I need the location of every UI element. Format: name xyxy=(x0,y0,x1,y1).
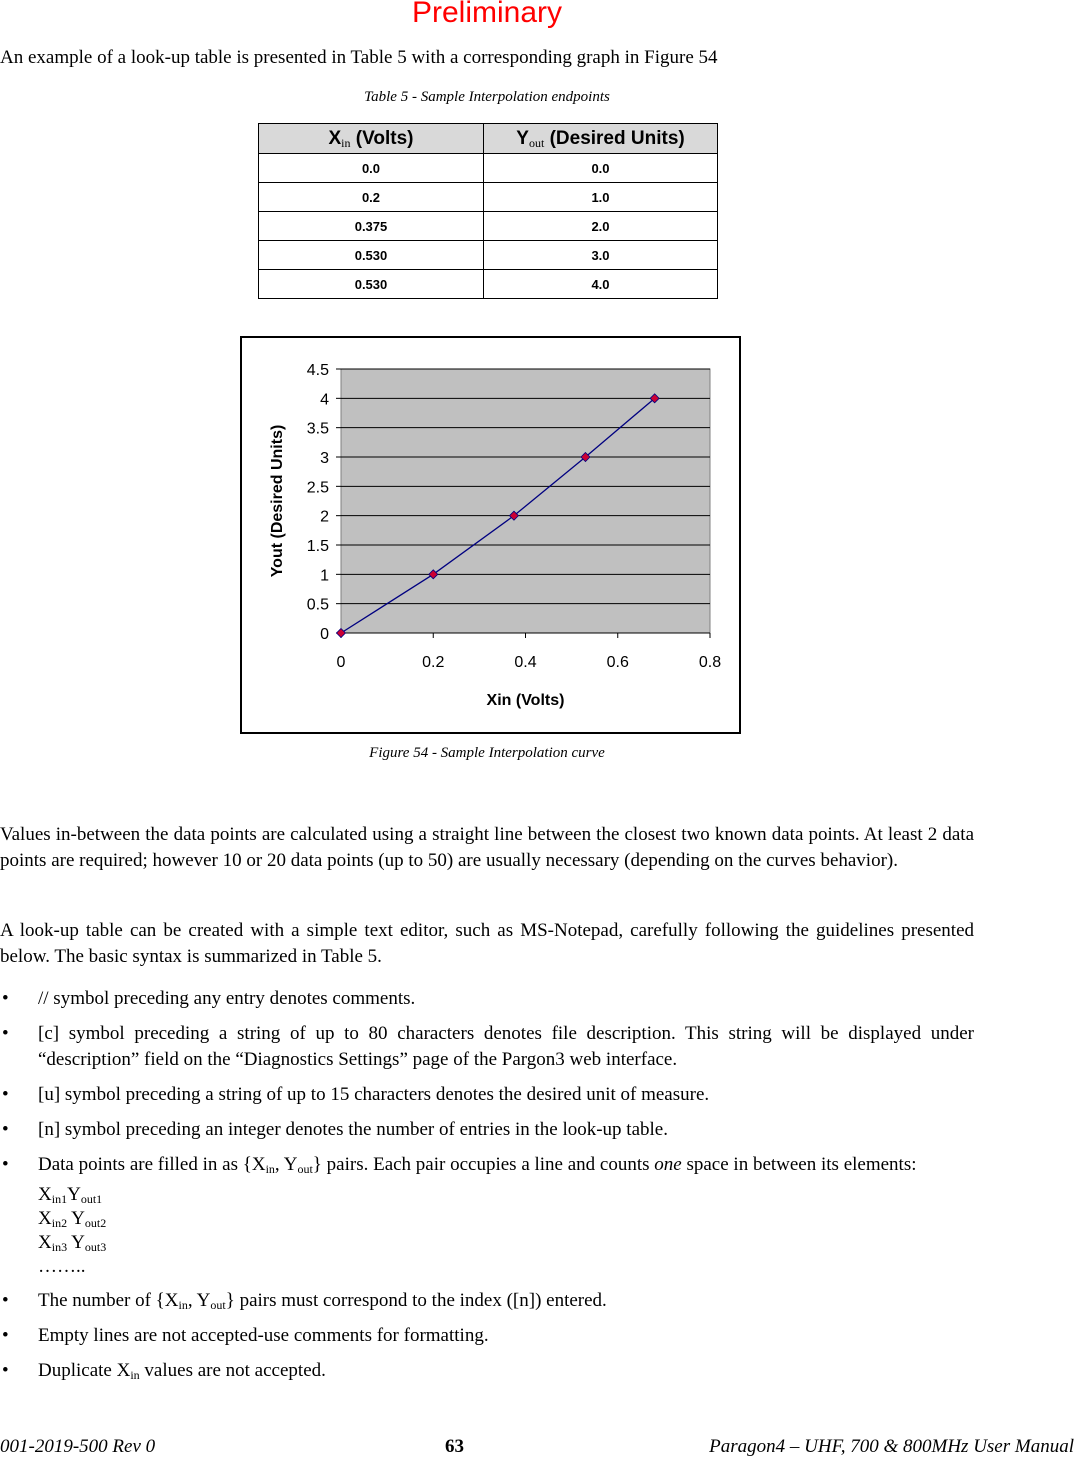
header-xin: $X_{in}$ (Volts) xyxy=(259,124,484,154)
x-tick-label: 0.6 xyxy=(606,654,629,671)
y-tick-label: 4 xyxy=(320,391,329,409)
list-item: • // symbol preceding any entry denotes comments. xyxy=(0,986,974,1012)
table-header-row xyxy=(259,124,718,154)
bullet-icon: • xyxy=(2,1023,9,1044)
pair-line: $X_{in2}$ $Y_{out2}$ xyxy=(38,1208,107,1230)
y-tick-label: 0.5 xyxy=(306,596,329,614)
y-tick-label: 0 xyxy=(320,626,329,643)
cell-yout: 2.0 xyxy=(484,212,718,241)
footer-manual-title: Paragon4 – UHF, 700 & 800MHz User Manual xyxy=(709,1436,1074,1457)
bullet-icon: • xyxy=(2,1154,9,1175)
figure-caption: Figure 54 - Sample Interpolation curve xyxy=(369,745,605,761)
bullet-icon: • xyxy=(2,1290,9,1311)
pair-examples xyxy=(0,1183,974,1279)
list-item: • Duplicate $X_{in}$ values are not accepted. xyxy=(2,1360,326,1382)
x-tick-label: 0.2 xyxy=(422,654,445,671)
list-item: • Data points are filled in as {$X_{in}$, $Y_{out}$} pairs. Each pair occupies a line and counts one space in between its elements: xyxy=(2,1154,917,1176)
cell-xin: 0.375 xyxy=(259,212,484,241)
interpolation-paragraph: Values in-between the data points are calculated using a straight line between the closest two known data points. At least 2 data points are required; however 10 or 20 data points (up to 50) are usually necessary (depending on the curves behavior). xyxy=(0,824,974,871)
list-item: • The number of {$X_{in}$, $Y_{out}$} pairs must correspond to the index ([n]) entered. xyxy=(2,1290,607,1312)
header-yout: $Y_{out}$ (Desired Units) xyxy=(484,124,718,154)
footer-page-number: 63 xyxy=(445,1436,464,1457)
bullet-icon: • xyxy=(2,1360,9,1381)
list-item: • [u] symbol preceding a string of up to 15 characters denotes the desired unit of measure. xyxy=(0,1082,974,1108)
list-item: • [c] symbol preceding a string of up to 80 characters denotes file description. This string will be displayed under “description” field on the “Diagnostics Settings” page of the Pargon3 web interface. xyxy=(2,1023,974,1070)
table-row xyxy=(259,183,718,212)
cell-xin: 0.2 xyxy=(259,183,484,212)
y-tick-label: 3.5 xyxy=(306,420,329,438)
pair-line: $X_{in1}Y_{out1}$ xyxy=(38,1184,103,1206)
cell-yout: 3.0 xyxy=(484,241,718,270)
lookup-table xyxy=(258,123,718,299)
bullet-icon: • xyxy=(2,1084,9,1105)
cell-yout: 1.0 xyxy=(484,183,718,212)
table-row xyxy=(259,154,718,183)
list-item: • Empty lines are not accepted-use comments for formatting. xyxy=(0,1323,974,1349)
y-tick-label: 1 xyxy=(320,567,329,585)
y-tick-label: 3 xyxy=(320,450,329,467)
x-tick-label: 0 xyxy=(336,654,346,671)
table-row xyxy=(259,241,718,270)
syntax-rules-list xyxy=(0,986,974,1393)
bullet-icon: • xyxy=(2,1325,9,1346)
syntax-paragraph: A look-up table can be created with a simple text editor, such as MS-Notepad, carefully following the guidelines presented below. The basic syntax is summarized in Table 5. xyxy=(0,920,974,967)
cell-xin: 0.0 xyxy=(259,154,484,183)
cell-xin: 0.530 xyxy=(259,241,484,270)
preliminary-watermark: Preliminary xyxy=(411,0,563,29)
cell-yout: 4.0 xyxy=(484,270,718,299)
table-caption: Table 5 - Sample Interpolation endpoints xyxy=(364,89,610,105)
interpolation-chart xyxy=(242,338,739,732)
bullet-icon: • xyxy=(2,1119,9,1140)
chart-frame xyxy=(240,336,741,734)
cell-yout: 0.0 xyxy=(484,154,718,183)
x-tick-label: 0.8 xyxy=(698,654,722,671)
table-row xyxy=(259,212,718,241)
y-axis-label: Yout (Desired Units) xyxy=(269,424,286,578)
plot-area xyxy=(341,369,710,633)
x-axis-label: Xin (Volts) xyxy=(486,692,565,709)
y-tick-label: 2 xyxy=(320,508,329,526)
intro-paragraph: An example of a look-up table is presented in Table 5 with a corresponding graph in Figure 54 xyxy=(0,47,718,68)
cell-xin: 0.530 xyxy=(259,270,484,299)
table-row xyxy=(259,270,718,299)
pair-line: $X_{in3}$ $Y_{out3}$ xyxy=(38,1232,107,1254)
footer-doc-number: 001-2019-500 Rev 0 xyxy=(0,1436,156,1457)
y-tick-label: 2.5 xyxy=(306,479,329,497)
y-tick-label: 1.5 xyxy=(306,538,329,555)
bullet-icon: • xyxy=(2,988,9,1009)
list-item: • [n] symbol preceding an integer denotes the number of entries in the look-up table. xyxy=(0,1117,974,1143)
pair-ellipsis: …….. xyxy=(38,1256,86,1277)
x-tick-label: 0.4 xyxy=(514,654,537,671)
y-tick-label: 4.5 xyxy=(306,362,329,379)
